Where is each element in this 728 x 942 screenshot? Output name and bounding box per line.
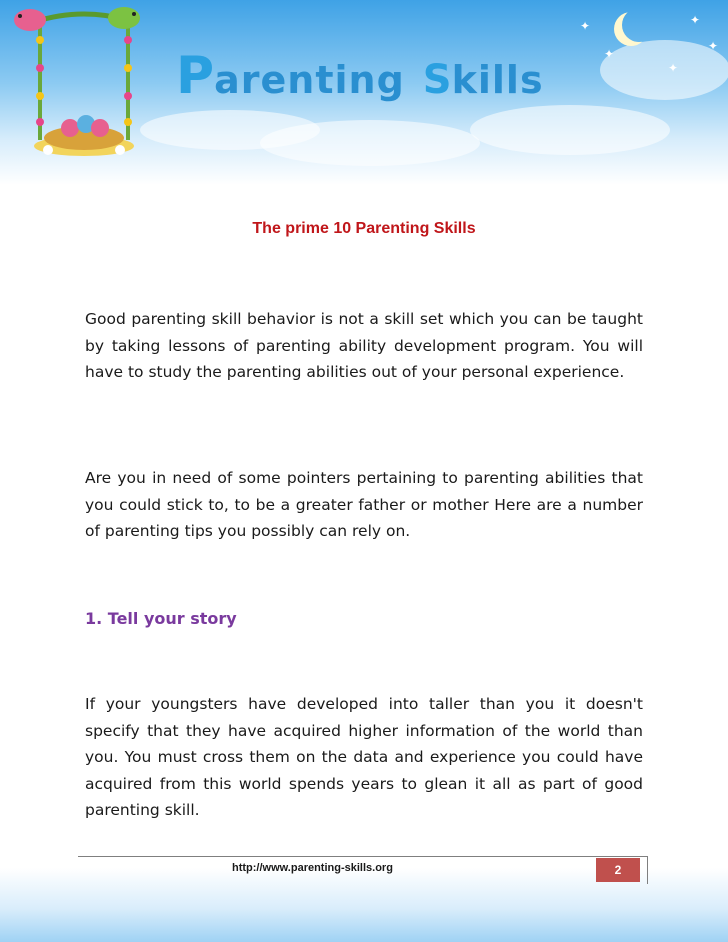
page-number-divider xyxy=(647,856,648,884)
paragraph-pointers: Are you in need of some pointers pertaining to parenting abilities that you could stick to, to be a greater father or mother Here are a number of parenting tips you possibly can rely on. xyxy=(85,469,643,540)
cloud-shape xyxy=(260,120,480,166)
page-number-badge: 2 xyxy=(596,858,640,882)
star-icon: ✦ xyxy=(690,13,701,27)
footer-divider xyxy=(78,856,648,857)
paragraph-intro: Good parenting skill behavior is not a skill set which you can be taught by taking lessons of parenting ability development program. You will have to study the parenting abilities out of your personal experience. xyxy=(85,310,643,381)
bird-swing-illustration xyxy=(0,0,170,175)
section-heading: 1. Tell your story xyxy=(85,609,237,628)
parenting-skills-logo: P arent i ng S kills xyxy=(176,46,544,106)
star-icon: ✦ xyxy=(708,39,719,53)
document-title: The prime 10 Parenting Skills xyxy=(252,220,476,237)
footer-url-link[interactable]: http://www.parenting-skills.org xyxy=(232,862,393,874)
star-icon: ✦ xyxy=(580,19,591,33)
star-icon: ✦ xyxy=(604,47,615,61)
star-icon: ✦ xyxy=(668,61,679,75)
moon-icon xyxy=(622,8,656,42)
paragraph-tell-your-story: If your youngsters have developed into taller than you it doesn't specify that they have acquired higher information of the world than you. You must cross them on the data and experience you could have acquired from this world spends years to glean it all as part of good parenting skill. xyxy=(85,695,643,819)
page-header-banner xyxy=(0,0,728,185)
